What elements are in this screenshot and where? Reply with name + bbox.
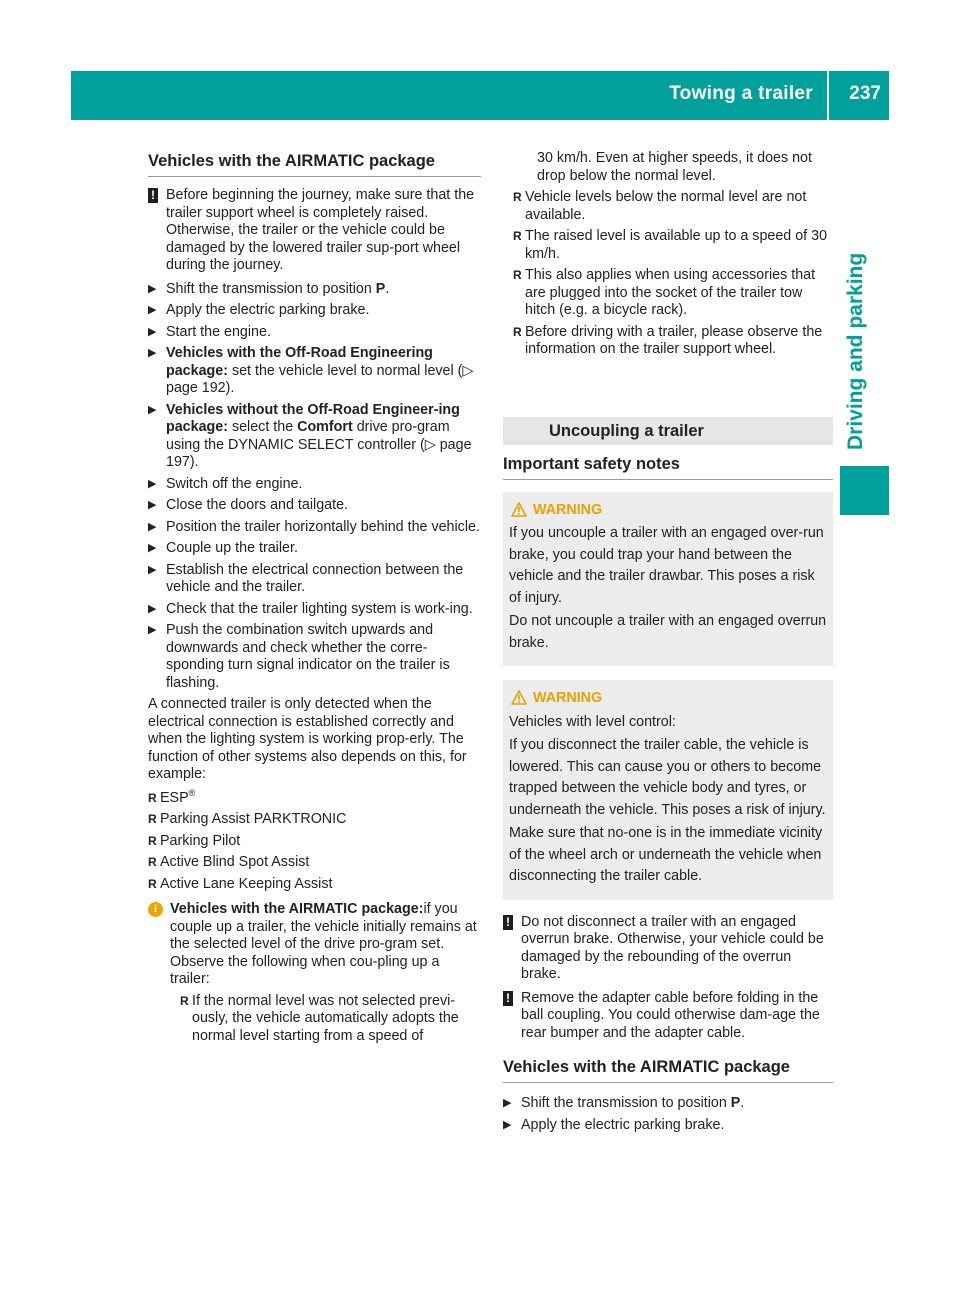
step-item: ▶ Switch off the engine. <box>148 475 303 492</box>
step-item: ▶ Vehicles without the Off-Road Engineer-ing package: select the Comfort drive pro-gram using the DYNAMIC SELECT controller (▷ page 197). <box>148 401 472 470</box>
warning-text: If you disconnect the trailer cable, the vehicle is lowered. This can cause you or others to become trapped between the vehicle body and tyres, or underneath the vehicle. This poses a risk of injury. <box>509 737 826 818</box>
bullet-icon: R <box>148 790 157 805</box>
arrow-icon: ▶ <box>503 1097 512 1109</box>
step-item: ▶ Check that the trailer lighting system is work-ing. <box>148 600 473 617</box>
arrow-icon: ▶ <box>148 624 157 636</box>
page-number: 237 <box>849 83 881 104</box>
arrow-icon: ▶ <box>148 325 157 338</box>
side-tab-label: Driving and parking <box>844 252 867 450</box>
warning-box <box>503 680 833 900</box>
list-item: R ESP® <box>148 787 196 806</box>
list-item: R Parking Pilot <box>148 832 241 849</box>
warning-heading: WARNING <box>509 500 827 522</box>
caution-notice: ! Do not disconnect a trailer with an engaged overrun brake. Otherwise, your vehicle could be damaged by the rebounding of the overrun brake. <box>503 914 833 984</box>
caution-notice: ! Remove the adapter cable before folding in the ball coupling. You could otherwise dam-age the rear bumper and the adapter cable. <box>503 990 833 1043</box>
step-item: ▶ Close the doors and tailgate. <box>148 497 349 513</box>
left-column <box>148 150 481 1049</box>
arrow-icon: ▶ <box>148 477 157 490</box>
right-column <box>503 150 833 1138</box>
arrow-icon: ▶ <box>148 304 157 316</box>
section-title-band: Uncoupling a trailer <box>503 417 833 445</box>
header-divider <box>827 71 829 120</box>
list-item: R The raised level is available up to a speed of 30 km/h. <box>513 228 828 262</box>
exclamation-icon: ! <box>148 188 158 203</box>
exclamation-icon: ! <box>503 915 513 930</box>
arrow-icon: ▶ <box>503 1118 512 1131</box>
warning-text: Do not uncouple a trailer with an engaged overrun brake. <box>509 613 827 651</box>
step-item: ▶ Vehicles with the Off-Road Engineering package: set the vehicle level to normal level (▷ page 192). <box>148 345 474 396</box>
step-item: ▶ Establish the electrical connection between the vehicle and the trailer. <box>148 561 464 595</box>
warning-triangle-icon <box>511 690 527 705</box>
subsection-heading: Important safety notes <box>503 453 833 480</box>
step-item: ▶ Position the trailer horizontally behind the vehicle. <box>148 518 480 535</box>
bullet-icon: R <box>513 268 522 282</box>
step-item: ▶ Start the engine. <box>148 323 271 340</box>
arrow-icon: ▶ <box>148 563 157 576</box>
info-note: i Vehicles with the AIRMATIC package:if you couple up a trailer, the vehicle initially remains at the selected level of the drive pro-gram set. Observe the following when cou-pling up a trailer: R If the normal level was not selected previ-ously, the vehicle automatically adopts the normal level starting from a speed of <box>148 901 481 1045</box>
section-heading: Vehicles with the AIRMATIC package <box>148 150 481 177</box>
warning-text: Vehicles with level control: <box>509 713 676 730</box>
list-item: R Parking Assist PARKTRONIC <box>148 811 347 827</box>
bullet-icon: R <box>513 324 522 339</box>
list-item: R Before driving with a trailer, please observe the information on the trailer support wheel. <box>513 323 823 357</box>
caution-notice: ! Before beginning the journey, make sure that the trailer support wheel is completely raised. Otherwise, the trailer or the vehicle could be damaged by the lowered trailer sup-port wheel during the journey. <box>148 187 481 275</box>
bullet-icon: R <box>148 876 157 891</box>
info-icon: i <box>148 902 163 917</box>
warning-triangle-icon <box>511 502 527 517</box>
arrow-icon: ▶ <box>148 499 157 511</box>
step-item: ▶ Apply the electric parking brake. <box>148 302 370 318</box>
bullet-icon: R <box>513 190 522 204</box>
warning-text: Make sure that no-one is in the immediate vicinity of the wheel arch or underneath the vehicle when disconnecting the trailer cable. <box>509 825 823 884</box>
step-item: ▶ Shift the transmission to position P. <box>503 1095 745 1111</box>
exclamation-icon: ! <box>503 991 513 1006</box>
warning-text: If you uncouple a trailer with an engaged over-run brake, you could trap your hand between the vehicle and the trailer drawbar. This poses a risk of injury. <box>509 525 824 606</box>
page-header <box>71 71 889 120</box>
list-item: R If the normal level was not selected previ-ously, the vehicle automatically adopts the normal level starting from a speed of <box>180 992 459 1044</box>
arrow-icon: ▶ <box>148 520 157 533</box>
step-item: ▶ Couple up the trailer. <box>148 540 298 556</box>
bullet-icon: R <box>180 993 189 1008</box>
arrow-icon: ▶ <box>148 602 157 615</box>
body-paragraph: A connected trailer is only detected when the electrical connection is established correctly and when the lighting system is working prop-erly. The function of other systems also depends on this, for example: <box>148 696 467 782</box>
bullet-icon: R <box>148 855 157 869</box>
list-item-continued: 30 km/h. Even at higher speeds, it does not drop below the normal level. <box>537 150 812 184</box>
registered-mark: ® <box>188 787 196 798</box>
step-item: ▶ Shift the transmission to position P. <box>148 280 390 297</box>
bullet-icon: R <box>148 812 157 826</box>
warning-box <box>503 492 833 667</box>
list-item: R Vehicle levels below the normal level are not available. <box>513 189 807 223</box>
list-item: R Active Blind Spot Assist <box>148 854 310 870</box>
side-tab-block <box>840 466 889 515</box>
bullet-icon: R <box>148 833 157 848</box>
warning-heading: WARNING <box>509 688 827 710</box>
arrow-icon: ▶ <box>148 542 157 554</box>
step-item: ▶ Push the combination switch upwards and downwards and check whether the corre-sponding turn signal indicator on the trailer is flashing. <box>148 622 450 691</box>
chapter-title: Towing a trailer <box>669 83 813 104</box>
step-item: ▶ Apply the electric parking brake. <box>503 1116 725 1133</box>
bullet-icon: R <box>513 229 522 243</box>
section-heading: Vehicles with the AIRMATIC package <box>503 1056 833 1083</box>
list-item: R This also applies when using accessories that are plugged into the socket of the trailer tow hitch (e.g. a bicycle rack). <box>513 267 816 318</box>
arrow-icon: ▶ <box>148 403 157 416</box>
arrow-icon: ▶ <box>148 347 157 359</box>
list-item: R Active Lane Keeping Assist <box>148 875 333 892</box>
arrow-icon: ▶ <box>148 282 157 295</box>
